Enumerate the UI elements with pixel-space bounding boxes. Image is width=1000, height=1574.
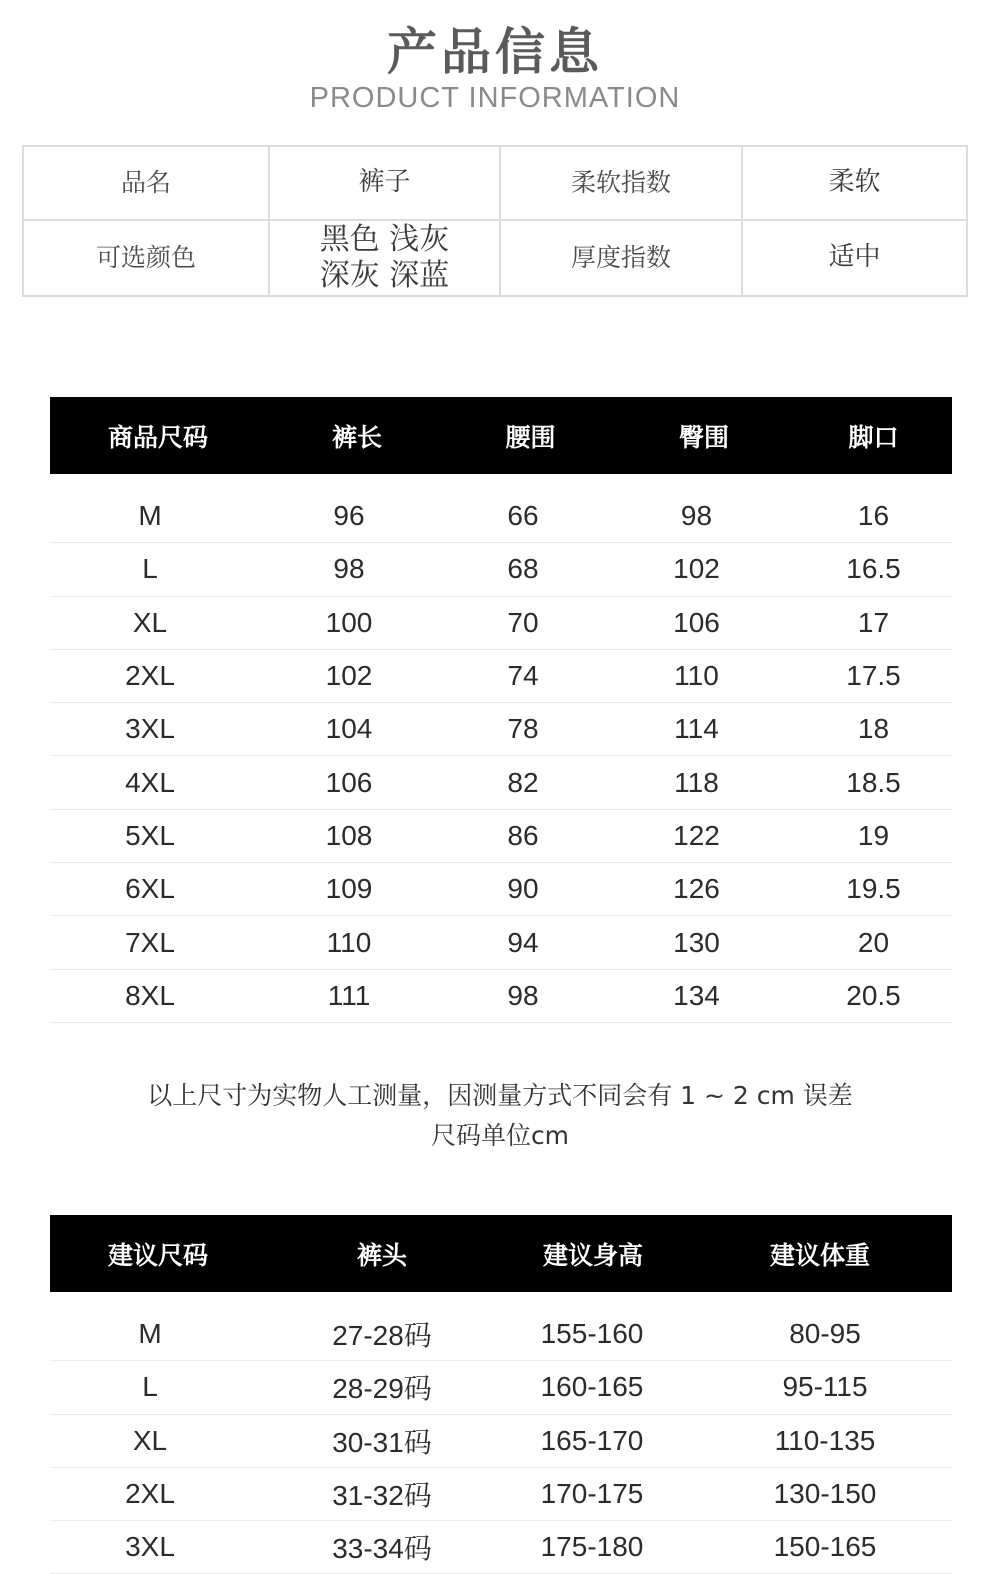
- info-label-name: 品名: [24, 147, 270, 221]
- header-recommended-weight: 建议体重: [769, 1240, 870, 1270]
- unit-note: 尺码单位cm: [430, 1121, 570, 1150]
- header-length: 裤长: [331, 422, 382, 452]
- table-row: [50, 1468, 952, 1521]
- table-cell: 160-165: [540, 1371, 644, 1403]
- table-row: [50, 916, 952, 969]
- table-row: [50, 1361, 952, 1414]
- table-row: [50, 490, 952, 543]
- table-cell: 130-150: [773, 1478, 877, 1510]
- table-cell: 4XL: [125, 766, 175, 798]
- table-cell: 8XL: [125, 979, 175, 1011]
- table-cell: 109: [325, 873, 373, 905]
- table-cell: 33-34码: [332, 1533, 432, 1565]
- table-cell: 2XL: [125, 1478, 175, 1510]
- table-cell: 108: [325, 819, 373, 851]
- header-waist-size: 裤头: [356, 1240, 407, 1270]
- table-cell: 130: [673, 926, 720, 958]
- table-cell: 30-31码: [332, 1426, 432, 1458]
- table-row: [50, 756, 952, 809]
- table-cell: 74: [507, 660, 539, 692]
- table-cell: 114: [674, 713, 719, 745]
- table-cell: 5XL: [125, 819, 175, 851]
- table-cell: 165-170: [540, 1424, 644, 1456]
- table-row: [50, 650, 952, 703]
- table-cell: 20: [857, 926, 890, 958]
- table-row: [50, 863, 952, 916]
- recommend-table-body: [50, 1292, 952, 1574]
- table-cell: 102: [673, 553, 720, 585]
- table-cell: 126: [673, 873, 720, 905]
- table-cell: 78: [507, 713, 539, 745]
- table-cell: 16: [857, 500, 890, 532]
- table-cell: 80-95: [789, 1318, 861, 1350]
- table-cell: 110: [326, 926, 372, 958]
- table-cell: 3XL: [125, 713, 175, 745]
- table-cell: 96: [333, 500, 365, 532]
- table-cell: 90: [507, 873, 539, 905]
- table-cell: 17: [857, 606, 890, 638]
- table-cell: 106: [673, 606, 720, 638]
- colors-line-1: 黑色 浅灰: [319, 222, 450, 257]
- table-row: [50, 810, 952, 863]
- table-cell: 2XL: [125, 660, 175, 692]
- table-cell: 3XL: [125, 1531, 175, 1563]
- table-cell: XL: [132, 1424, 168, 1456]
- size-table: [50, 397, 952, 1023]
- table-cell: 86: [507, 819, 539, 851]
- table-cell: 155-160: [540, 1318, 644, 1350]
- recommend-table: [50, 1215, 952, 1574]
- page-title-en: PRODUCT INFORMATION: [309, 82, 681, 114]
- table-row: [50, 703, 952, 756]
- table-cell: 111: [327, 979, 371, 1011]
- info-label-softness: 柔软指数: [501, 147, 743, 221]
- table-cell: L: [142, 1371, 158, 1403]
- info-label-thickness: 厚度指数: [501, 221, 743, 295]
- table-cell: M: [138, 1318, 162, 1350]
- table-cell: 95-115: [782, 1371, 868, 1403]
- table-cell: 17.5: [846, 660, 901, 692]
- product-info-grid: [22, 145, 968, 297]
- table-cell: 98: [333, 553, 365, 585]
- table-cell: XL: [132, 606, 168, 638]
- table-cell: 31-32码: [332, 1480, 432, 1512]
- size-table-body: [50, 474, 952, 1023]
- table-cell: 122: [673, 819, 720, 851]
- table-cell: 102: [325, 660, 373, 692]
- table-cell: 110-135: [774, 1424, 876, 1456]
- table-cell: 104: [325, 713, 373, 745]
- table-cell: 16.5: [846, 553, 901, 585]
- table-cell: L: [142, 553, 158, 585]
- table-cell: 20.5: [846, 979, 901, 1011]
- table-row: [50, 1415, 952, 1468]
- table-cell: 118: [674, 766, 719, 798]
- info-value-thickness: 适中: [828, 242, 881, 273]
- info-value-softness: 柔软: [743, 147, 966, 221]
- header-size: 商品尺码: [107, 422, 208, 452]
- table-cell: 27-28码: [332, 1320, 432, 1352]
- table-row: [50, 597, 952, 650]
- table-cell: 110: [674, 660, 719, 692]
- table-cell: 170-175: [540, 1478, 644, 1510]
- recommend-table-header: [50, 1215, 952, 1292]
- page-title-cn: 产品信息: [387, 23, 603, 81]
- table-cell: 150-165: [773, 1531, 877, 1563]
- table-cell: 70: [507, 606, 539, 638]
- table-cell: 28-29码: [332, 1373, 432, 1405]
- table-cell: 68: [507, 553, 539, 585]
- measurement-note: 以上尺寸为实物人工测量，因测量方式不同会有 1 ~ 2 cm 误差: [147, 1081, 853, 1110]
- table-cell: 98: [680, 500, 713, 532]
- info-value-name: 裤子: [270, 147, 501, 221]
- header-waist: 腰围: [505, 422, 556, 452]
- table-cell: 7XL: [125, 926, 175, 958]
- table-cell: 94: [507, 926, 539, 958]
- colors-line-2: 深灰 深蓝: [319, 258, 450, 293]
- header-recommended-size: 建议尺码: [107, 1240, 208, 1270]
- table-cell: 98: [507, 979, 539, 1011]
- table-cell: 6XL: [125, 873, 175, 905]
- table-cell: 66: [507, 500, 539, 532]
- table-row: [50, 543, 952, 596]
- table-cell: 175-180: [540, 1531, 644, 1563]
- table-cell: 100: [325, 606, 373, 638]
- table-row: [50, 970, 952, 1023]
- info-value-colors: [270, 221, 501, 295]
- header-recommended-height: 建议身高: [542, 1240, 643, 1270]
- table-cell: 18.5: [846, 766, 901, 798]
- table-cell: 19.5: [846, 873, 901, 905]
- header-leg-opening: 脚口: [848, 422, 899, 452]
- info-label-colors: 可选颜色: [24, 221, 270, 295]
- table-cell: 19: [857, 819, 890, 851]
- size-table-header: [50, 397, 952, 474]
- table-cell: 106: [325, 766, 373, 798]
- table-row: [50, 1308, 952, 1361]
- table-cell: 18: [857, 713, 890, 745]
- table-cell: 134: [673, 979, 720, 1011]
- table-cell: 82: [507, 766, 539, 798]
- header-hip: 臀围: [678, 422, 729, 452]
- table-cell: M: [138, 500, 162, 532]
